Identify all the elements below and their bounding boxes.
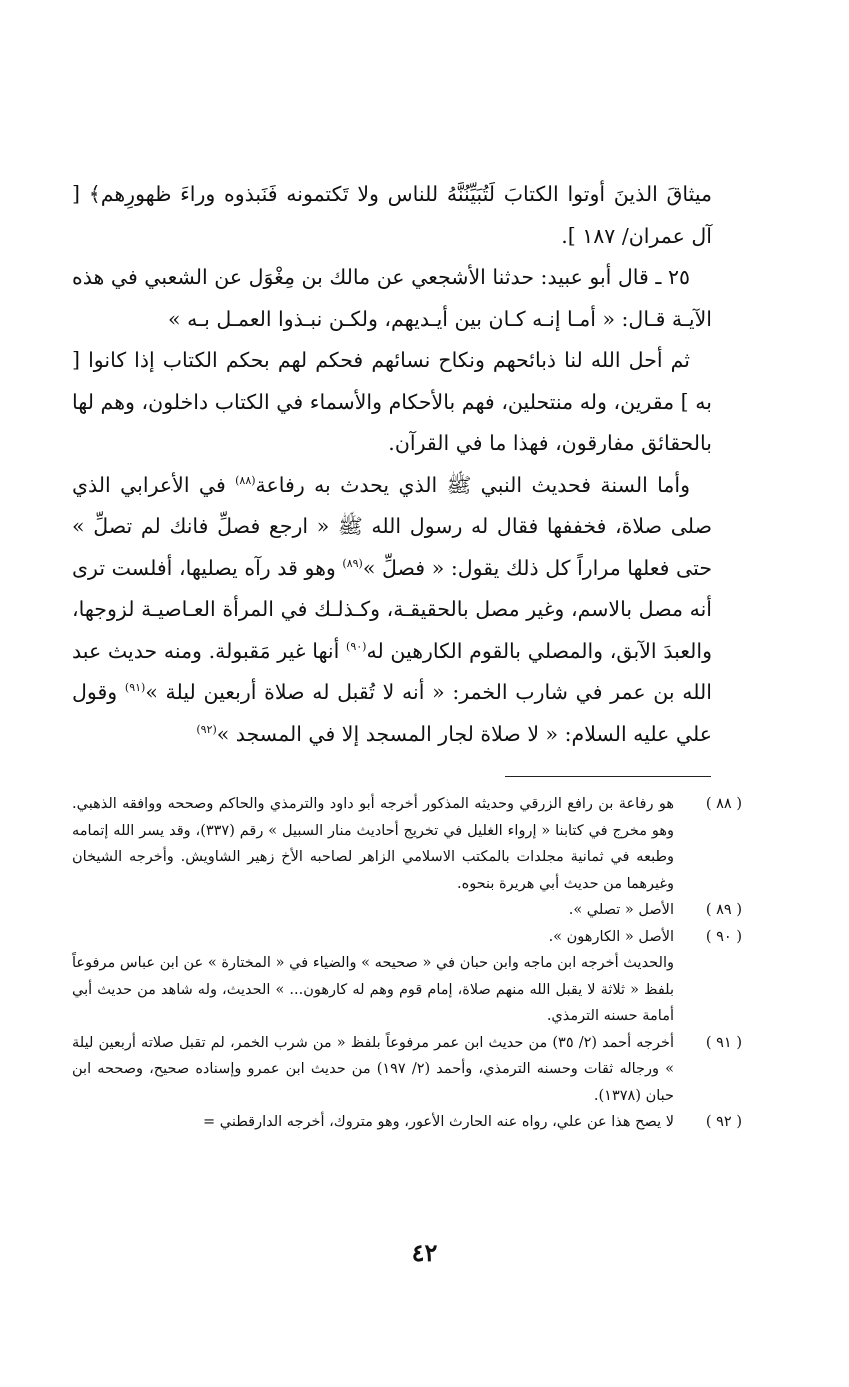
footnote-ref-88: (٨٨) bbox=[235, 473, 256, 487]
footnote-91 bbox=[72, 1030, 742, 1110]
footnote-90-continued bbox=[72, 950, 742, 1030]
footnote-ref-90: (٩٠) bbox=[346, 639, 367, 653]
footnote-ref-91: (٩١) bbox=[124, 681, 146, 695]
footnote-number: ( ٩٢ ) bbox=[705, 1114, 742, 1130]
sunnah-text-d: أنها غير مَقبولة. ومنه حديث عبد الله بن عمر في شارب الخمر: « أنه لا تُقبل له صلاة أربعين ليلة » bbox=[72, 638, 713, 704]
footnote-text: أخرجه أحمد (٢/ ٣٥) من حديث ابن عمر مرفوعاً بلفظ « من شرب الخمر، لم تقبل صلاته أربعين ليلة » ورجاله ثقات وحسنه الترمذي، وأحمد (٢/ ١٩٧) من حديث ابن عمرو وإسناده صحيح، وصححه ابن حبان (١٣٧٨). bbox=[72, 1034, 674, 1104]
paragraph-sunnah bbox=[72, 465, 712, 756]
footnote-90 bbox=[72, 924, 742, 951]
footnote-number: ( ٩٠ ) bbox=[705, 928, 742, 945]
footnote-text: والحديث أخرجه ابن ماجه وابن حبان في « صحيحه » والضياء في « المختارة » عن ابن عباس مرفوعاً بلفظ « ثلاثة لا يقبل الله منهم صلاة، إمام قوم وهم له كارهون... » الحديث، وله شاهد من حديث أبي أمامة حسنه الترمذي. bbox=[72, 955, 674, 1024]
paragraph-verse-end: ميثاقَ الذينَ أوتوا الكتابَ لَتُبَيِّنُنَّهُ للناس ولا تَكتمونه فَنَبذوه وراءَ ظهورِهم﴾ [ آل عمران/ ١٨٧ ]. bbox=[72, 182, 712, 248]
sunnah-text-c: وهو قد رآه يصليها، أفلست ترى أنه مصل بالاسم، وغير مصل بالحقيقـة، وكـذلـك في المرأة العـاصيـة لزوجها، والعبدَ الآبق، والمصلي بالقوم الكارهين له bbox=[72, 555, 713, 663]
sunnah-text-b: في الأعرابي الذي صلى صلاة، فخففها فقال له رسول الله ﷺ « ارجع فصلِّ فانك لم تصلِّ » حتى فعلها مراراً كل ذلك يقول: « فصلِّ » bbox=[72, 472, 713, 580]
footnote-number: ( ٩١ ) bbox=[705, 1034, 742, 1051]
paragraph-ruling: ثم أحل الله لنا ذبائحهم ونكاح نسائهم فحكم لهم بحكم الكتاب إذا كانوا [ به ] مقرين، وله منتحلين، فهم بالأحكام والأسماء في الكتاب داخلون، وهم لها بالحقائق مفارقون، فهذا ما في القرآن. bbox=[72, 348, 712, 455]
footnote-number: ( ٨٨ ) bbox=[705, 796, 742, 812]
footnotes bbox=[72, 791, 742, 1136]
footnote-ref-92: (٩٢) bbox=[196, 722, 217, 736]
sunnah-text-e: وقول علي عليه السلام: « لا صلاة لجار المسجد إلا في المسجد » bbox=[72, 680, 712, 746]
footnote-ref-89: (٨٩) bbox=[342, 556, 363, 570]
footnote-text: الأصل « تصلي ». bbox=[568, 902, 674, 918]
page-number: ٤٢ bbox=[411, 1238, 438, 1267]
sunnah-text-a: وأما السنة فحديث النبي ﷺ الذي يحدث به رفاعة bbox=[255, 472, 691, 497]
footnote-separator bbox=[505, 776, 711, 777]
footnote-88 bbox=[72, 791, 742, 897]
footnote-text: الأصل « الكارهون ». bbox=[548, 928, 674, 945]
footnote-92 bbox=[72, 1109, 742, 1136]
paragraph-25: ٢٥ ـ قال أبو عبيد: حدثنا الأشجعي عن مالك بن مِغْوَل عن الشعبي في هذه الآيـة قـال: « أمـا إنـه كـان بين أيـديهم، ولكـن نبـذوا العمـل بـه » bbox=[72, 265, 712, 331]
main-text bbox=[72, 174, 712, 755]
footnote-text: هو رفاعة بن رافع الزرقي وحديثه المذكور أخرجه أبو داود والترمذي والحاكم وصححه ووافقه الذهبي. وهو مخرج في كتابنا « إرواء الغليل في تخريج أحاديث منار السبيل » رقم (٣٣٧)، وقد يسر الله إتمامه وطبعه في ثمانية مجلدات بالمكتب الاسلامي الزاهر لصاحبه الأخ زهير الشاويش. وأخرجه الشيخان وغيرهما من حديث أبي هريرة بنحوه. bbox=[72, 796, 674, 892]
footnote-text: لا يصح هذا عن علي، رواه عنه الحارث الأعور، وهو متروك، أخرجه الدارقطني = bbox=[203, 1114, 674, 1130]
footnote-89 bbox=[72, 897, 742, 924]
footnote-number: ( ٨٩ ) bbox=[705, 902, 742, 918]
